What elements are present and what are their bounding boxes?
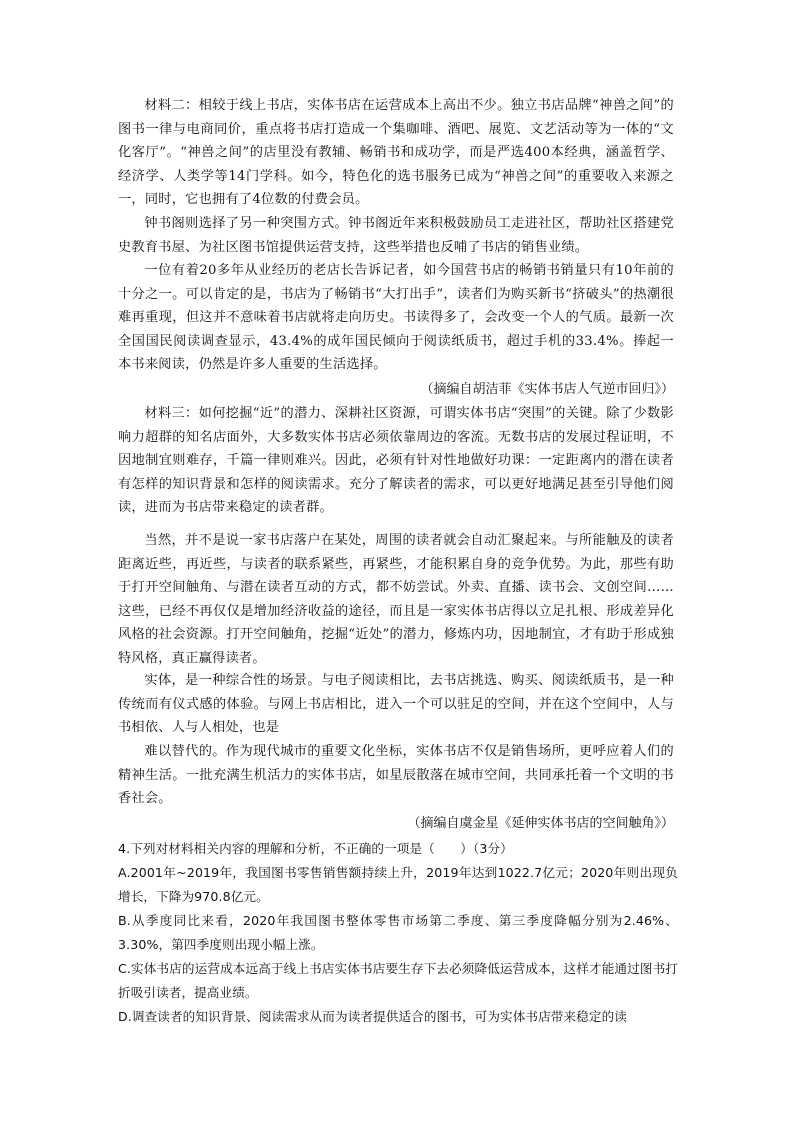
material-three-source: （摘编自虞金星《延伸实体书店的空间触角》） <box>407 816 674 831</box>
material-three-paragraph-3b: 难以替代的。作为现代城市的重要文化坐标，实体书店不仅是销售场所，更呼应着人们的精神生活。一批充满生机活力的实体书店，如星辰散落在城市空间，共同承托着一个文明的书香社会。 <box>118 744 674 807</box>
material-three-paragraph-2: 当然，并不是说一家书店落户在某处，周围的读者就会自动汇聚起来。与所能触及的读者距离近些，再近些，与读者的联系紧些，再紧些，才能积累自身的竞争优势。为此，那些有助于打开空间触角、与潜在读者互动的方式，都不妨尝试。外卖、直播、读书会、文创空间……这些，已经不再仅仅是增加经济收益的途径，而且是一家实体书店得以立足扎根、形成差异化风格的社会资源。打开空间触角，挖掘“近处”的潜力，修炼内功，因地制宜，才有助于形成独特风格，真正赢得读者。 <box>118 533 674 666</box>
material-two-paragraph-2: 钟书阁则选择了另一种突围方式。钟书阁近年来积极鼓励员工走进社区，帮助社区搭建党史教育书屋、为社区图书馆提供运营支持，这些举措也反哺了书店的销售业绩。 <box>118 216 674 255</box>
material-two-paragraph-1: 材料二：相较于线上书店，实体书店在运营成本上高出不少。独立书店品牌“神兽之间”的图书一律与电商同价，重点将书店打造成一个集咖啡、酒吧、展览、文艺活动等为一体的“文化客厅”。“神兽之间”的店里没有教辅、畅销书和成功学，而是严选400本经典，涵盖哲学、经济学、人类学等14门学科。如今，特色化的选书服务已成为“神兽之间”的重要收入来源之一，同时，它也拥有了4位数的付费会员。 <box>118 98 674 208</box>
option-b: B.从季度同比来看，2020年我国图书整体零售市场第二季度、第三季度降幅分别为2.46%、3.30%，第四季度则出现小幅上涨。 <box>118 913 678 952</box>
option-c: C.实体书店的运营成本远高于线上书店实体书店要生存下去必须降低运营成本，这样才能通过图书打折吸引读者，提高业绩。 <box>118 961 678 1000</box>
material-three-paragraph-3a: 实体，是一种综合性的场景。与电子阅读相比，去书店挑选、购买、阅读纸质书，是一种传统而有仪式感的体验。与网上书店相比，进入一个可以驻足的空间，并在这个空间中，人与书相依、人与人相处，也是 <box>118 673 674 736</box>
option-a: A.2001年~2019年，我国图书零售销售额持续上升，2019年达到1022.7亿元；2020年则出现负增长，下降为970.8亿元。 <box>118 865 678 904</box>
material-three-paragraph-1: 材料三：如何挖掘“近”的潜力、深耕社区资源，可谓实体书店“突围”的关键。除了少数影响力超群的知名店面外，大多数实体书店必须依靠周边的客流。无数书店的发展过程证明，不因地制宜则难存，千篇一律则难兴。因此，必须有针对性地做好功课：一定距离内的潜在读者有怎样的知识背景和怎样的阅读需求。充分了解读者的需求，可以更好地满足甚至引导他们阅读，进而为书店带来稳定的读者群。 <box>118 406 674 516</box>
material-two-paragraph-3: 一位有着20多年从业经历的老店长告诉记者，如今国营书店的畅销书销量只有10年前的十分之一。可以肯定的是，书店为了畅销书“大打出手”，读者们为购买新书“挤破头”的热潮很难再重现，但这并不意味着书店就将走向历史。书读得多了，会改变一个人的气质。最新一次全国国民阅读调查显示，43.4%的成年国民倾向于阅读纸质书，超过手机的33.4%。捧起一本书来阅读，仍然是许多人重要的生活选择。 <box>118 263 674 373</box>
option-d: D.调查读者的知识背景、阅读需求从而为读者提供适合的图书，可为实体书店带来稳定的读 <box>118 1009 627 1024</box>
question-stem: 4.下列对材料相关内容的理解和分析，不正确的一项是（ ）（3分） <box>118 841 513 856</box>
material-two-source: （摘编自胡洁菲《实体书店人气逆市回归》） <box>420 382 674 397</box>
